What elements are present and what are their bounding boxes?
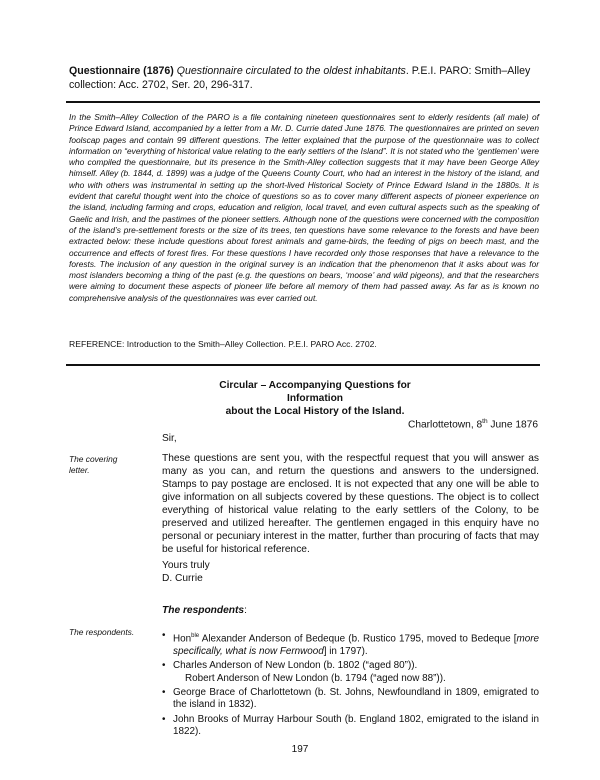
bullet-icon: •: [162, 630, 166, 641]
respondent-text-end: ] in 1797).: [323, 645, 368, 657]
citation-title: Questionnaire (1876): [69, 65, 174, 77]
respondents-heading-colon: :: [244, 605, 247, 616]
circular-title: [200, 379, 430, 418]
reference-line: REFERENCE: Introduction to the Smith–Alley Collection. P.E.I. PARO Acc. 2702.: [69, 339, 377, 349]
circular-title-line1: Circular – Accompanying Questions for Information: [219, 380, 411, 404]
bullet-icon: •: [162, 686, 166, 698]
margin-note-covering-letter: The covering letter.: [69, 454, 118, 476]
citation-header: [69, 64, 539, 92]
list-item: [162, 687, 539, 712]
intro-paragraph: In the Smith–Alley Collection of the PARO is a file containing nineteen questionnaires sent to elderly residents (all male) of Prince Edward Island, accompanied by a letter from a Mr. D. Currie dated June 1876. The questionnaires are printed on seven foolscap pages and contain 99 different questions. The letter explained that the purpose of the questionnaire was to collect information on “everything of historical value relating to the early settlers of the Island”. It is not stated who the ‘gentlemen’ were who compiled the questionnaire, but its presence in the Smith-Alley collection suggests that it may have been George Alley himself. Alley (b. 1844, d. 1899) was a judge of the Queens County Court, who had an interest in the history of the island, and who with others was instrumental in setting up the short-lived Historical Society of Prince Edward Island in the 1880s. It is evident that careful thought went into the choice of questions so as to cover many different aspects of pioneer experience on the island, including farming and crops, education and religion, local travel, and even cultural aspects such as the speaking of Gaelic and Irish, and the pastimes of the pioneer settlers. Although none of the questions were concerned with the composition of the island’s pre-settlement forests or the size of its trees, ten questions have some relevance to the forests and have been extracted below: these include questions about forest animals and game-birds, the feeding of pigs on beech mast, and the occurrence and effects of forest fires. For these questions I have recorded only those responses that have a relevance to the forests. The inclusion of any question in the original survey is an indication that the phenomenon that it asks about was for most islanders becoming a thing of the past (e.g. the questions on bears, ‘moose’ and wild pigeons), and that the researchers were aiming to document these aspects of pioneer life before all memory of them had passed away. As far as is known no comprehensive analysis of the questionnaires was ever carried out.: [69, 112, 539, 303]
respondent-subentry: Robert Anderson of New London (b. 1794 (“aged now 88”)).: [185, 672, 446, 684]
respondents-list: [162, 630, 539, 741]
letter-date: [408, 415, 538, 431]
letter-closing: [162, 559, 210, 585]
letter-date-sup: th: [482, 418, 488, 425]
respondent-text: Alexander Anderson of Bedeque (b. Rustico 1795, moved to Bedeque [: [199, 633, 517, 645]
letter-date-place: Charlottetown, 8: [407, 419, 483, 431]
letter-date-rest: June 1876: [487, 419, 538, 431]
letter-body: These questions are sent you, with the respectful request that you will answer as many as you can, and return the questions and answers to the undersigned. Stamps to pay postage are enclosed. It is not expected that any one will be able to give information on all subjects covered by these questions. The object is to collect everything of historical value relating to the early settlers of the Colony, to be preserved and utilized hereafter. The gentlemen engaged in this enquiry have no personal or pecuniary interest in the matter, further than procuring of facts that may be useful for historical reference.: [162, 453, 539, 555]
respondents-heading: [162, 605, 247, 616]
respondent-text: George Brace of Charlottetown (b. St. Johns, Newfoundland in 1809, emigrated to the island in 1832).: [173, 686, 539, 711]
list-item: [162, 714, 539, 739]
top-divider: [66, 101, 540, 103]
closing-line1: Yours truly: [162, 560, 210, 571]
closing-signature: D. Currie: [162, 573, 203, 584]
middle-divider: [66, 364, 540, 366]
list-item: [162, 660, 539, 685]
citation-source: . P.E.I. PARO: Smith–Alley collection: Acc. 2702, Ser. 20, 296-317.: [69, 65, 531, 91]
page-number: 197: [291, 744, 309, 755]
respondent-text: John Brooks of Murray Harbour South (b. England 1802, emigrated to the island in 1822).: [173, 713, 539, 738]
salutation: Sir,: [162, 433, 177, 444]
citation-subtitle: Questionnaire circulated to the oldest inhabitants: [176, 65, 406, 77]
respondent-honorific: Hon: [173, 633, 192, 645]
respondent-text: Charles Anderson of New London (b. 1802 (“aged 80”)).: [173, 660, 418, 672]
margin-note-respondents: The respondents.: [69, 627, 135, 637]
respondent-italic-note: more specifically, what is now Fernwood: [173, 633, 539, 657]
respondents-heading-text: The respondents: [162, 605, 245, 616]
bullet-icon: •: [162, 713, 166, 725]
list-item: [162, 630, 539, 658]
bullet-icon: •: [162, 660, 166, 672]
circular-title-line2: about the Local History of the Island.: [225, 406, 405, 417]
respondent-honorific-sup: ble: [191, 633, 200, 639]
